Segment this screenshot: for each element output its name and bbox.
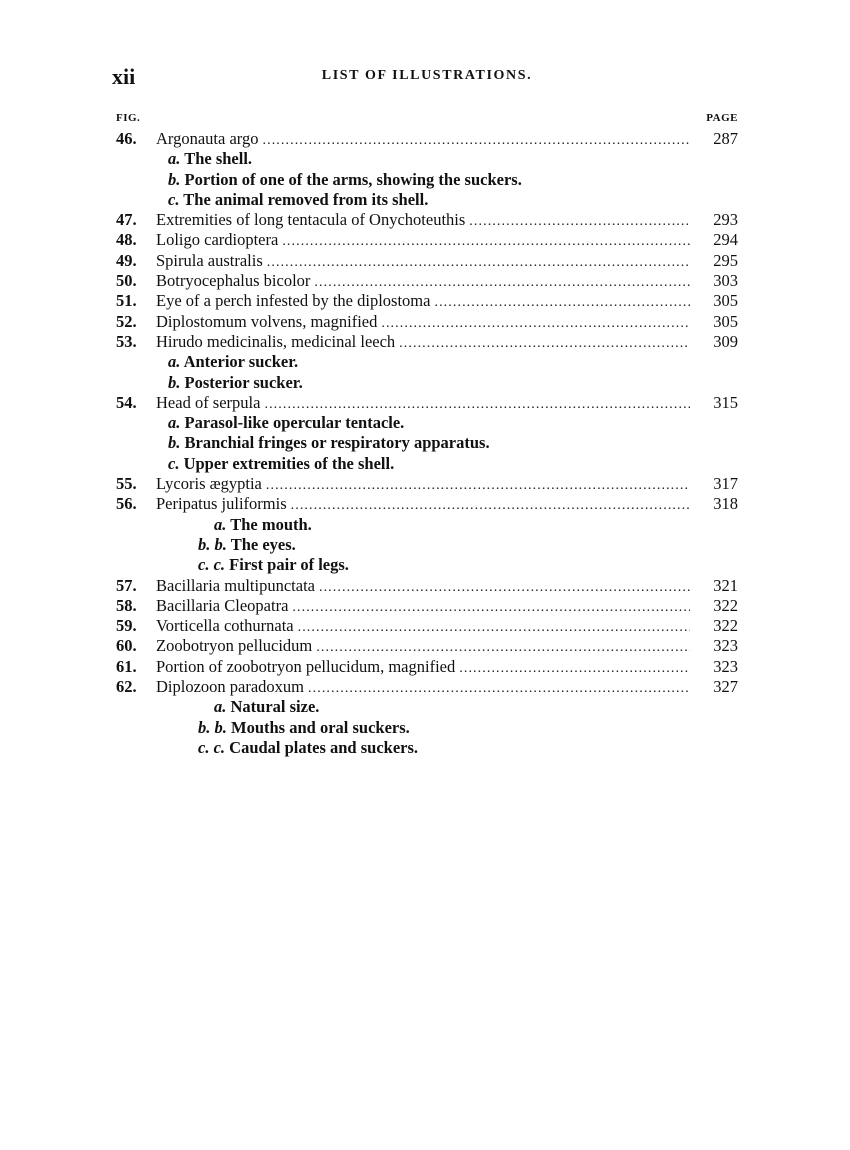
sub-item-text: Anterior sucker. [183, 352, 299, 372]
page-column-header: PAGE [706, 112, 738, 124]
list-item [116, 251, 738, 271]
dot-leader [319, 576, 690, 596]
sub-item [116, 149, 738, 169]
figure-number: 59. [116, 616, 137, 636]
sub-item [116, 190, 738, 210]
illustration-list [116, 129, 738, 758]
running-title: LIST OF ILLUSTRATIONS. [321, 68, 533, 83]
dot-leader [263, 129, 691, 149]
list-item [116, 494, 738, 514]
list-item [116, 636, 738, 656]
list-item [116, 616, 738, 636]
sub-item [116, 515, 738, 535]
page-reference: 303 [713, 271, 738, 291]
list-item [116, 393, 738, 413]
sub-item-text: Natural size. [230, 697, 320, 717]
figure-title: Diplozoon paradoxum [156, 677, 305, 697]
list-item [116, 129, 738, 149]
figure-number: 57. [116, 575, 137, 595]
figure-title: Portion of zoobotryon pellucidum, magnified [156, 656, 456, 676]
dot-leader [291, 494, 690, 514]
sub-item [116, 697, 738, 717]
sub-item-label: c. c. [198, 737, 226, 757]
page-header [112, 64, 742, 90]
dot-leader [434, 291, 690, 311]
page-reference: 315 [713, 392, 738, 412]
sub-item-label: c. [168, 189, 180, 209]
page-reference: 323 [713, 656, 738, 676]
fig-column-header: FIG. [116, 112, 141, 124]
sub-item-label: a. [214, 514, 227, 534]
figure-number: 55. [116, 474, 137, 494]
sub-item-label: c. [168, 453, 180, 473]
list-item [116, 291, 738, 311]
list-item [116, 576, 738, 596]
sub-item-text: The shell. [184, 149, 253, 169]
sub-item-label: b. [168, 433, 181, 453]
sub-item-text: Portion of one of the arms, showing the suckers. [184, 169, 522, 189]
sub-item-label: c. c. [198, 555, 226, 575]
sub-item-label: a. [168, 149, 181, 169]
column-headers [116, 112, 738, 128]
sub-item-label: a. [168, 413, 181, 433]
figure-number: 50. [116, 271, 137, 291]
figure-title: Extremities of long tentacula of Onychoteuthis [156, 210, 466, 230]
figure-title: Diplostomum volvens, magnified [156, 311, 378, 331]
figure-number: 49. [116, 250, 137, 270]
sub-item-text: Mouths and oral suckers. [231, 717, 410, 737]
sub-item-text: Upper extremities of the shell. [183, 453, 395, 473]
figure-title: Hirudo medicinalis, medicinal leech [156, 331, 396, 351]
page-reference: 318 [713, 494, 738, 514]
sub-item-text: Caudal plates and suckers. [229, 737, 419, 757]
page-number: xii [112, 64, 136, 89]
figure-number: 60. [116, 636, 137, 656]
figure-title: Argonauta argo [156, 129, 259, 148]
page-reference: 295 [713, 250, 738, 270]
page-reference: 327 [713, 677, 738, 697]
sub-item [116, 352, 738, 372]
sub-item-text: The animal removed from its shell. [183, 189, 429, 209]
sub-item [116, 555, 738, 575]
sub-item-text: The mouth. [230, 514, 312, 534]
figure-title: Loligo cardioptera [156, 230, 279, 250]
page-reference: 305 [713, 311, 738, 331]
sub-item-text: First pair of legs. [229, 555, 349, 575]
sub-item-label: b. [168, 169, 181, 189]
sub-item-label: a. [168, 352, 181, 372]
dot-leader [282, 230, 690, 250]
figure-title: Eye of a perch infested by the diplostoma [156, 291, 431, 311]
dot-leader [459, 657, 690, 677]
sub-item [116, 718, 738, 738]
list-item [116, 271, 738, 291]
page-reference: 305 [713, 291, 738, 311]
figure-number: 54. [116, 392, 137, 412]
page-reference: 322 [713, 595, 738, 615]
list-item [116, 596, 738, 616]
list-item [116, 210, 738, 230]
list-item [116, 677, 738, 697]
figure-number: 48. [116, 230, 137, 250]
list-item [116, 230, 738, 250]
figure-title: Zoobotryon pellucidum [156, 636, 313, 656]
figure-number: 51. [116, 291, 137, 311]
dot-leader [381, 312, 690, 332]
figure-number: 47. [116, 210, 137, 230]
page-reference: 294 [713, 230, 738, 250]
dot-leader [469, 210, 690, 230]
sub-item [116, 413, 738, 433]
page-reference: 287 [713, 129, 738, 148]
figure-title: Head of serpula [156, 392, 261, 412]
sub-item [116, 454, 738, 474]
page-reference: 321 [713, 575, 738, 595]
sub-item-label: b. [168, 372, 181, 392]
dot-leader [298, 616, 690, 636]
dot-leader [266, 474, 690, 494]
figure-number: 52. [116, 311, 137, 331]
list-item [116, 474, 738, 494]
dot-leader [316, 636, 690, 656]
figure-title: Bacillaria multipunctata [156, 575, 315, 595]
sub-item [116, 535, 738, 555]
sub-item-text: Branchial fringes or respiratory apparatus. [184, 433, 490, 453]
sub-item [116, 433, 738, 453]
dot-leader [314, 271, 690, 291]
page-reference: 322 [713, 616, 738, 636]
figure-number: 62. [116, 677, 137, 697]
figure-number: 61. [116, 656, 137, 676]
page-reference: 317 [713, 474, 738, 494]
list-item [116, 332, 738, 352]
page-reference: 309 [713, 331, 738, 351]
dot-leader [399, 332, 690, 352]
page-reference: 293 [713, 210, 738, 230]
sub-item-label: b. b. [198, 717, 227, 737]
figure-title: Botryocephalus bicolor [156, 271, 311, 291]
dot-leader [267, 251, 690, 271]
sub-item-text: Parasol-like opercular tentacle. [184, 413, 405, 433]
page-reference: 323 [713, 636, 738, 656]
sub-item-text: The eyes. [230, 534, 296, 554]
dot-leader [292, 596, 690, 616]
list-item [116, 312, 738, 332]
figure-number: 53. [116, 331, 137, 351]
figure-number: 58. [116, 595, 137, 615]
sub-item [116, 170, 738, 190]
figure-title: Peripatus juliformis [156, 494, 287, 514]
sub-item-text: Posterior sucker. [184, 372, 303, 392]
figure-title: Spirula australis [156, 250, 263, 270]
dot-leader [264, 393, 690, 413]
sub-item-label: a. [214, 697, 227, 717]
sub-item [116, 738, 738, 758]
list-item [116, 657, 738, 677]
sub-item [116, 373, 738, 393]
sub-item-label: b. b. [198, 534, 227, 554]
dot-leader [308, 677, 690, 697]
figure-title: Bacillaria Cleopatra [156, 595, 289, 615]
figure-title: Vorticella cothurnata [156, 616, 294, 636]
figure-number: 46. [116, 129, 137, 148]
figure-title: Lycoris ægyptia [156, 474, 262, 494]
figure-number: 56. [116, 494, 137, 514]
